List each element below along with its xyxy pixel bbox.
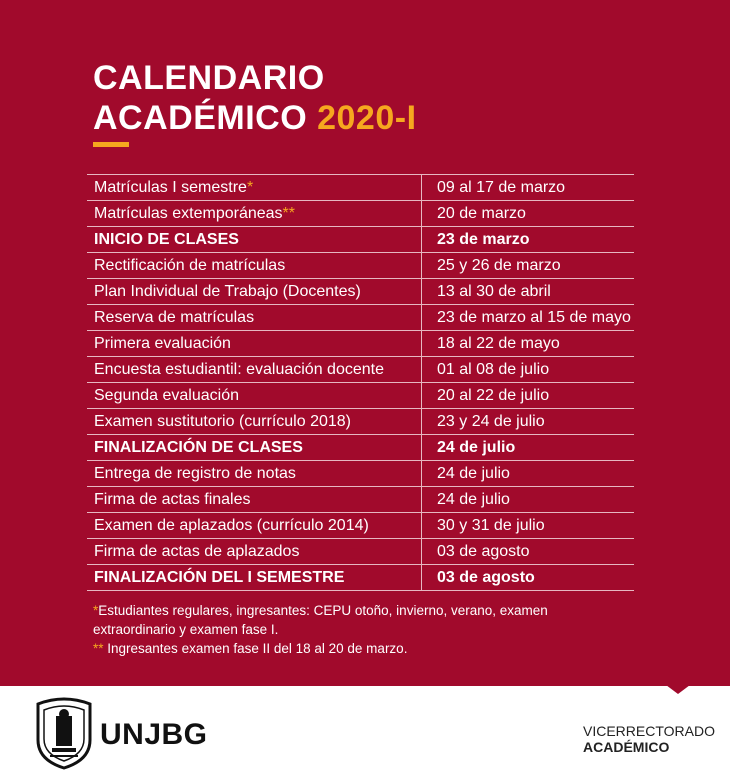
activity-label: Examen de aplazados (currículo 2014) [94, 517, 369, 534]
activity-label: Plan Individual de Trabajo (Docentes) [94, 283, 361, 300]
footnote-2-mark: ** [93, 641, 104, 656]
table-row [87, 383, 634, 409]
activity-cell [94, 539, 414, 565]
footnote-mark: * [246, 179, 254, 196]
activity-cell [94, 331, 414, 357]
activity-cell [94, 513, 414, 539]
table-row [87, 305, 634, 331]
table-row [87, 331, 634, 357]
page-title [93, 58, 417, 138]
activity-label: FINALIZACIÓN DE CLASES [94, 439, 303, 456]
activity-cell [94, 435, 414, 461]
date-cell: 24 de julio [437, 491, 510, 508]
table-row [87, 435, 634, 461]
title-underline [93, 142, 129, 147]
date-cell: 25 y 26 de marzo [437, 257, 561, 274]
activity-cell [94, 461, 414, 487]
date-cell: 18 al 22 de mayo [437, 335, 560, 352]
footnote-2 [93, 639, 613, 658]
activity-label: Firma de actas finales [94, 491, 251, 508]
footnote-1 [93, 601, 613, 639]
activity-cell [94, 357, 414, 383]
date-cell: 01 al 08 de julio [437, 361, 550, 378]
date-cell: 23 de marzo [437, 231, 530, 248]
footnote-1-text: Estudiantes regulares, ingresantes: CEPU otoño, invierno, verano, examen extraordinario y examen fase I. [93, 603, 548, 637]
table-row [87, 253, 634, 279]
office-label [583, 723, 715, 755]
date-cell: 03 de agosto [437, 569, 535, 586]
table-row [87, 565, 634, 591]
activity-cell [94, 253, 414, 279]
table-row [87, 461, 634, 487]
activity-cell [94, 305, 414, 331]
date-cell: 23 y 24 de julio [437, 413, 545, 430]
date-cell: 24 de julio [437, 465, 510, 482]
date-cell: 20 al 22 de julio [437, 387, 550, 404]
table-row [87, 227, 634, 253]
date-cell: 20 de marzo [437, 205, 526, 222]
title-year: 2020-I [317, 99, 417, 137]
activity-label: Encuesta estudiantil: evaluación docente [94, 361, 384, 378]
activity-cell [94, 487, 414, 513]
table-row [87, 409, 634, 435]
date-cell: 24 de julio [437, 439, 516, 456]
calendar-table [87, 174, 634, 591]
activity-label: INICIO DE CLASES [94, 231, 239, 248]
footer-notch [662, 682, 694, 694]
activity-label: Primera evaluación [94, 335, 231, 352]
office-line-2: ACADÉMICO [583, 739, 670, 755]
table-row [87, 487, 634, 513]
activity-cell [94, 565, 414, 591]
activity-cell [94, 201, 414, 227]
date-cell: 23 de marzo al 15 de mayo [437, 309, 631, 326]
activity-cell [94, 227, 414, 253]
footnote-2-text: Ingresantes examen fase II del 18 al 20 de marzo. [103, 641, 408, 656]
footnotes [93, 601, 613, 658]
footnote-1-mark: * [93, 603, 99, 618]
activity-label: Rectificación de matrículas [94, 257, 286, 274]
title-line-2-prefix: ACADÉMICO [93, 99, 318, 137]
table-row [87, 175, 634, 201]
title-line-2 [93, 98, 417, 138]
activity-label: Examen sustitutorio (currículo 2018) [94, 413, 351, 430]
table-row [87, 357, 634, 383]
activity-label: Reserva de matrículas [94, 309, 255, 326]
activity-label: Matrículas extemporáneas [94, 205, 283, 222]
activity-label: Firma de actas de aplazados [94, 543, 300, 560]
activity-label: Entrega de registro de notas [94, 465, 296, 482]
table-row [87, 539, 634, 565]
activity-cell [94, 175, 414, 201]
activity-cell [94, 279, 414, 305]
date-cell: 09 al 17 de marzo [437, 179, 566, 196]
activity-label: FINALIZACIÓN DEL I SEMESTRE [94, 569, 345, 586]
date-cell: 30 y 31 de julio [437, 517, 545, 534]
date-cell: 13 al 30 de abril [437, 283, 551, 300]
activity-label: Segunda evaluación [94, 387, 240, 404]
date-cell: 03 de agosto [437, 543, 530, 560]
activity-label: Matrículas I semestre [94, 179, 247, 196]
table-row [87, 201, 634, 227]
title-line-1: CALENDARIO [93, 59, 325, 97]
table-row [87, 513, 634, 539]
activity-cell [94, 383, 414, 409]
activity-cell [94, 409, 414, 435]
university-logo-text: UNJBG [100, 718, 208, 751]
office-line-1: VICERRECTORADO [583, 723, 715, 739]
university-seal-logo [32, 696, 96, 770]
footnote-mark: ** [282, 205, 295, 222]
table-row [87, 279, 634, 305]
